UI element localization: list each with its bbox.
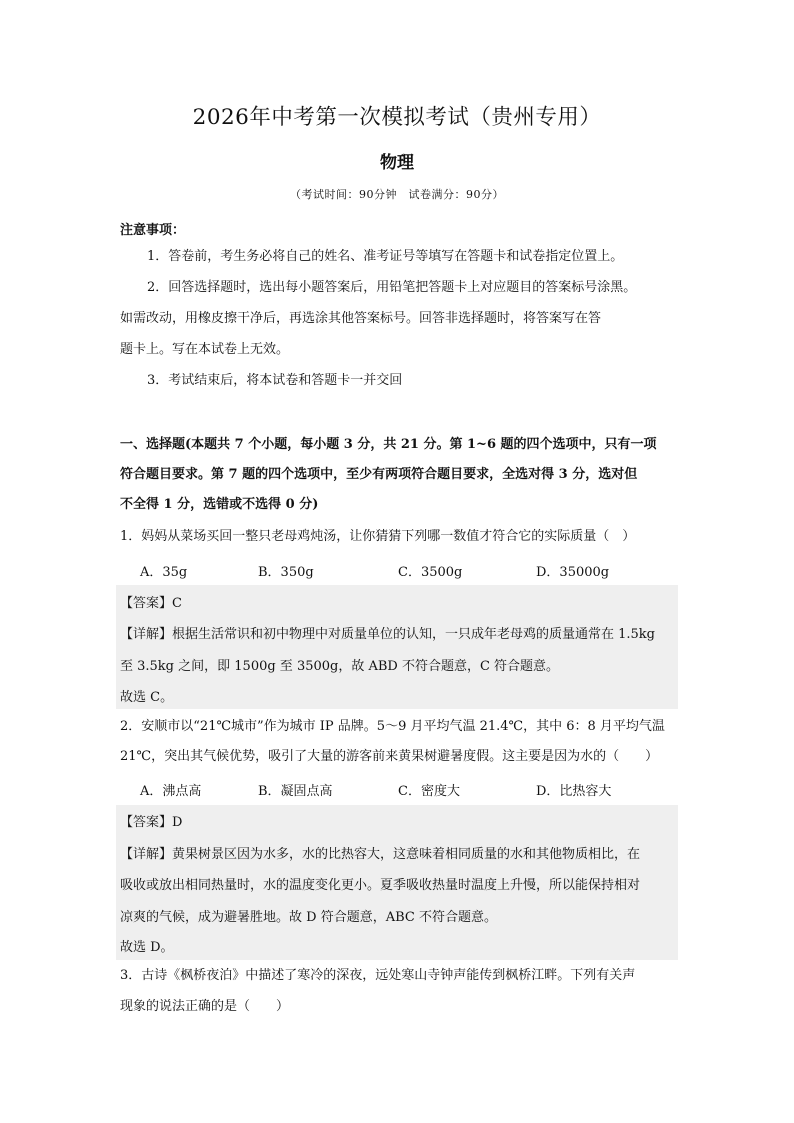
option-d: D．35000g: [536, 565, 610, 580]
answer-label: 【答案】D: [120, 815, 183, 830]
option-d: D．比热容大: [536, 784, 612, 799]
notice-line: 如需改动，用橡皮擦干净后，再选涂其他答案标号。回答非选择题时，将答案写在答: [120, 311, 602, 326]
section-heading-line: 符合题目要求。第 7 题的四个选项中，至少有两项符合题目要求，全选对得 3 分，选对但: [120, 467, 638, 482]
question-stem: 1．妈妈从菜场买回一整只老母鸡炖汤，让你猜猜下列哪一数值才符合它的实际质量（ ）: [120, 529, 636, 544]
question-stem: 3．古诗《枫桥夜泊》中描述了寒冷的深夜，远处寒山寺钟声能传到枫桥江畔。下列有关声: [120, 968, 636, 983]
option-a: A．35g: [140, 565, 188, 580]
notice-heading: 注意事项：: [120, 223, 186, 238]
question-stem: 现象的说法正确的是（ ）: [120, 999, 290, 1014]
exam-title: 2026年中考第一次模拟考试（贵州专用）: [192, 105, 602, 130]
analysis-line: 凉爽的气候，成为避暑胜地。故 D 符合题意，ABC 不符合题意。: [120, 910, 497, 925]
question-stem: 2．安顺市以“21℃城市”作为城市 IP 品牌。5～9 月平均气温 21.4℃，其中 6：8 月平均气温: [120, 719, 665, 734]
option-c: C．3500g: [398, 565, 463, 580]
section-heading-line: 不全得 1 分，选错或不选得 0 分): [120, 497, 319, 512]
analysis-line: 【详解】根据生活常识和初中物理中对质量单位的认知，一只成年老母鸡的质量通常在 1.5kg: [120, 627, 656, 642]
subject-title: 物理: [380, 153, 414, 173]
exam-time-info: （考试时间：90分钟 试卷满分：90分）: [290, 188, 504, 201]
answer-label: 【答案】C: [120, 596, 182, 611]
notice-line: 题卡上。写在本试卷上无效。: [120, 342, 290, 357]
answer-box: [116, 585, 678, 709]
option-b: B．凝固点高: [258, 784, 333, 799]
analysis-line: 故选 C。: [120, 690, 174, 705]
section-heading-line: 一、选择题(本题共 7 个小题，每小题 3 分，共 21 分。第 1~6 题的四个选项中，只有一项: [120, 437, 657, 452]
notice-line: 1．答卷前，考生务必将自己的姓名、准考证号等填写在答题卡和试卷指定位置上。: [147, 249, 624, 264]
notice-line: 2．回答选择题时，选出每小题答案后，用铅笔把答题卡上对应题目的答案标号涂黑。: [147, 280, 637, 295]
analysis-line: 故选 D。: [120, 940, 174, 955]
question-stem: 21℃，突出其气候优势，吸引了大量的游客前来黄果树避暑度假。这主要是因为水的（ ）: [120, 749, 659, 764]
option-c: C．密度大: [398, 784, 460, 799]
analysis-line: 吸收或放出相同热量时，水的温度变化更小。夏季吸收热量时温度上升慢，所以能保持相对: [120, 878, 641, 893]
option-a: A．沸点高: [140, 784, 202, 799]
option-b: B．350g: [258, 565, 314, 580]
notice-line: 3．考试结束后，将本试卷和答题卡一并交回: [147, 373, 403, 388]
analysis-line: 至 3.5kg 之间，即 1500g 至 3500g，故 ABD 不符合题意，C 符合题意。: [120, 659, 560, 674]
analysis-line: 【详解】黄果树景区因为水多，水的比热容大，这意味着相同质量的水和其他物质相比，在: [120, 847, 641, 862]
